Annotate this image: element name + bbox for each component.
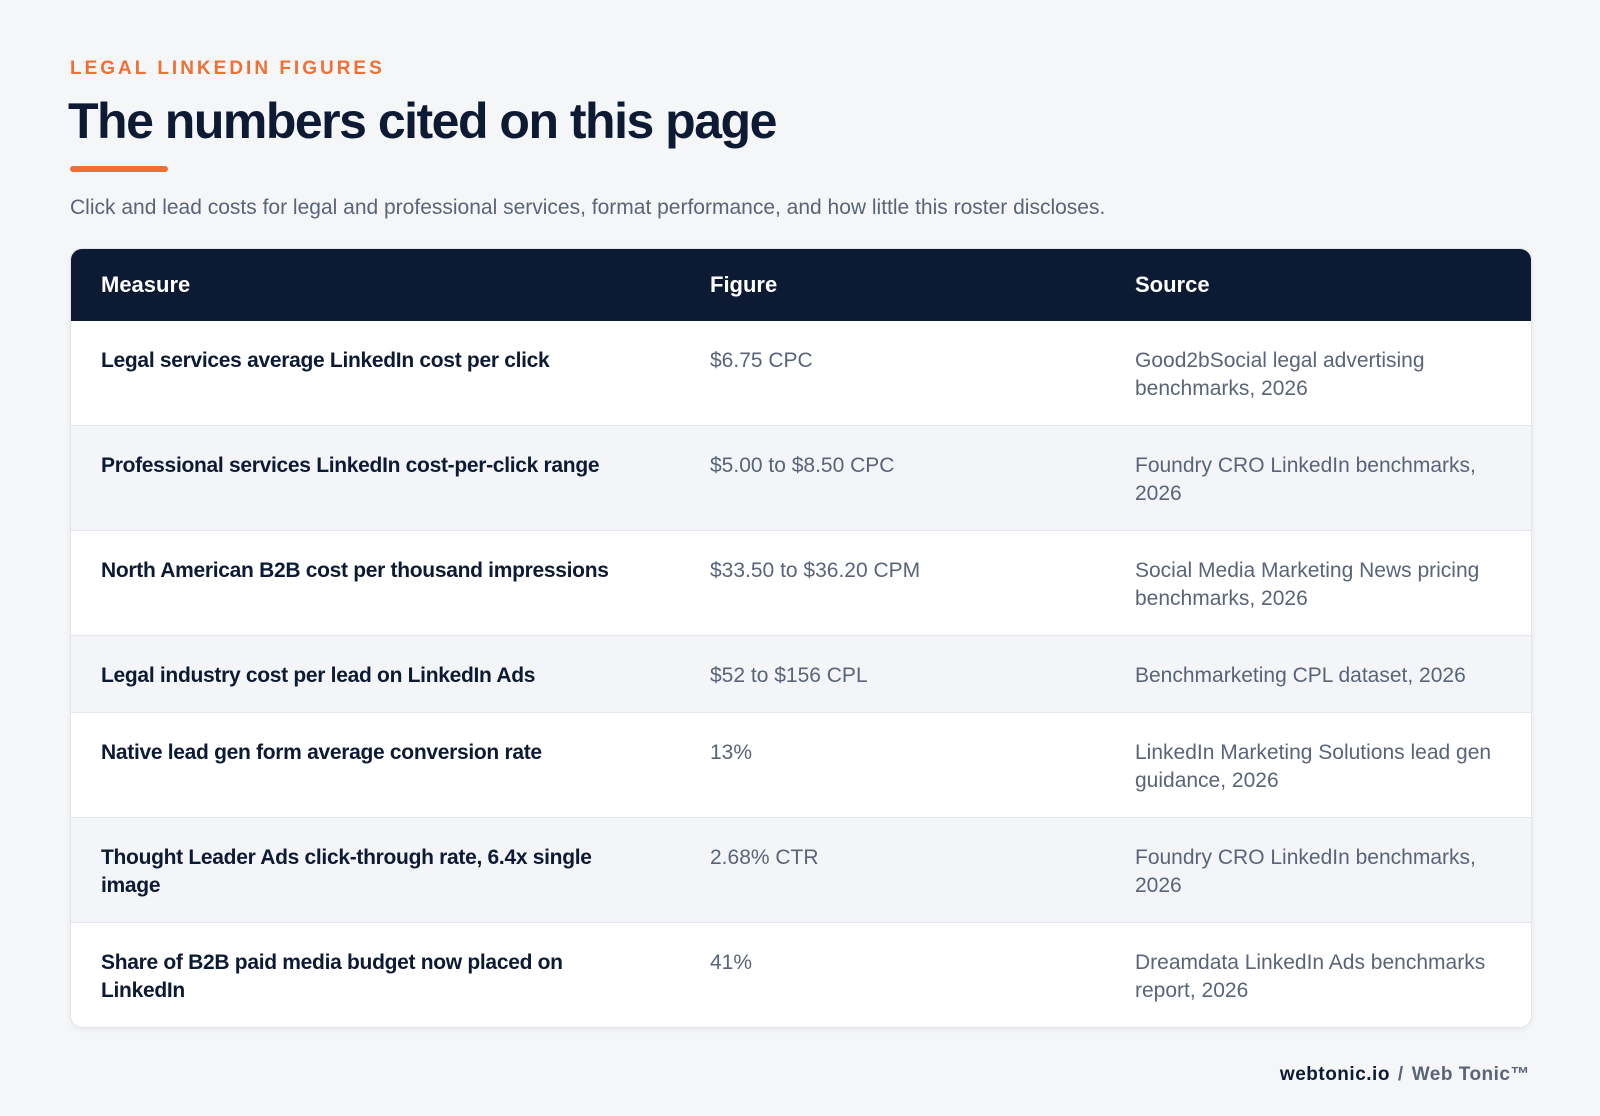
table-row bbox=[71, 713, 1531, 818]
measure-cell: Legal services average LinkedIn cost per click bbox=[101, 349, 550, 372]
table-row bbox=[71, 923, 1531, 1028]
column-header-source: Source bbox=[1105, 249, 1531, 321]
figure-cell: $33.50 to $36.20 CPM bbox=[680, 531, 1105, 636]
table-body bbox=[71, 321, 1531, 1027]
footer-domain: webtonic.io bbox=[1279, 1064, 1390, 1085]
source-cell: LinkedIn Marketing Solutions lead gen guidance, 2026 bbox=[1105, 713, 1531, 818]
measure-cell: Native lead gen form average conversion rate bbox=[71, 713, 680, 818]
title-accent-underline bbox=[70, 166, 168, 172]
table-row bbox=[71, 531, 1531, 636]
footer-brand: Web Tonic™ bbox=[1411, 1064, 1530, 1085]
source-cell: Dreamdata LinkedIn Ads benchmarks report, 2026 bbox=[1105, 923, 1531, 1028]
eyebrow-label: LEGAL LINKEDIN FIGURES bbox=[70, 58, 385, 79]
figure-cell: $6.75 CPC bbox=[710, 349, 813, 372]
figure-cell: $5.00 to $8.50 CPC bbox=[680, 426, 1105, 531]
column-header-measure: Measure bbox=[71, 249, 680, 321]
table-row bbox=[71, 818, 1531, 923]
source-cell: Social Media Marketing News pricing benchmarks, 2026 bbox=[1105, 531, 1531, 636]
figure-cell: $52 to $156 CPL bbox=[680, 636, 1105, 713]
page-title: The numbers cited on this page bbox=[68, 93, 776, 149]
source-cell: Foundry CRO LinkedIn benchmarks, 2026 bbox=[1105, 426, 1531, 531]
footer-credit bbox=[1280, 1064, 1530, 1086]
figures-table-card bbox=[70, 248, 1532, 1028]
table-header-row bbox=[71, 249, 1531, 321]
table-row bbox=[71, 426, 1531, 531]
measure-cell: Share of B2B paid media budget now placed on LinkedIn bbox=[71, 923, 680, 1028]
figure-cell: 41% bbox=[680, 923, 1105, 1028]
table-row bbox=[71, 321, 1531, 426]
figure-cell: 2.68% CTR bbox=[680, 818, 1105, 923]
figures-table bbox=[71, 249, 1531, 1027]
column-header-figure: Figure bbox=[680, 249, 1105, 321]
measure-cell: North American B2B cost per thousand impressions bbox=[71, 531, 680, 636]
measure-cell: Professional services LinkedIn cost-per-click range bbox=[71, 426, 680, 531]
table-header bbox=[71, 249, 1531, 321]
page-subtitle: Click and lead costs for legal and professional services, format performance, and how little this roster discloses. bbox=[70, 196, 1106, 219]
source-cell: Foundry CRO LinkedIn benchmarks, 2026 bbox=[1105, 818, 1531, 923]
figure-cell: 13% bbox=[680, 713, 1105, 818]
measure-cell: Thought Leader Ads click-through rate, 6.4x single image bbox=[71, 818, 680, 923]
source-cell: Benchmarketing CPL dataset, 2026 bbox=[1105, 636, 1531, 713]
measure-cell: Legal industry cost per lead on LinkedIn Ads bbox=[71, 636, 680, 713]
footer-separator: / bbox=[1397, 1064, 1404, 1085]
source-cell: Good2bSocial legal advertising benchmarks, 2026 bbox=[1135, 349, 1425, 400]
table-row bbox=[71, 636, 1531, 713]
